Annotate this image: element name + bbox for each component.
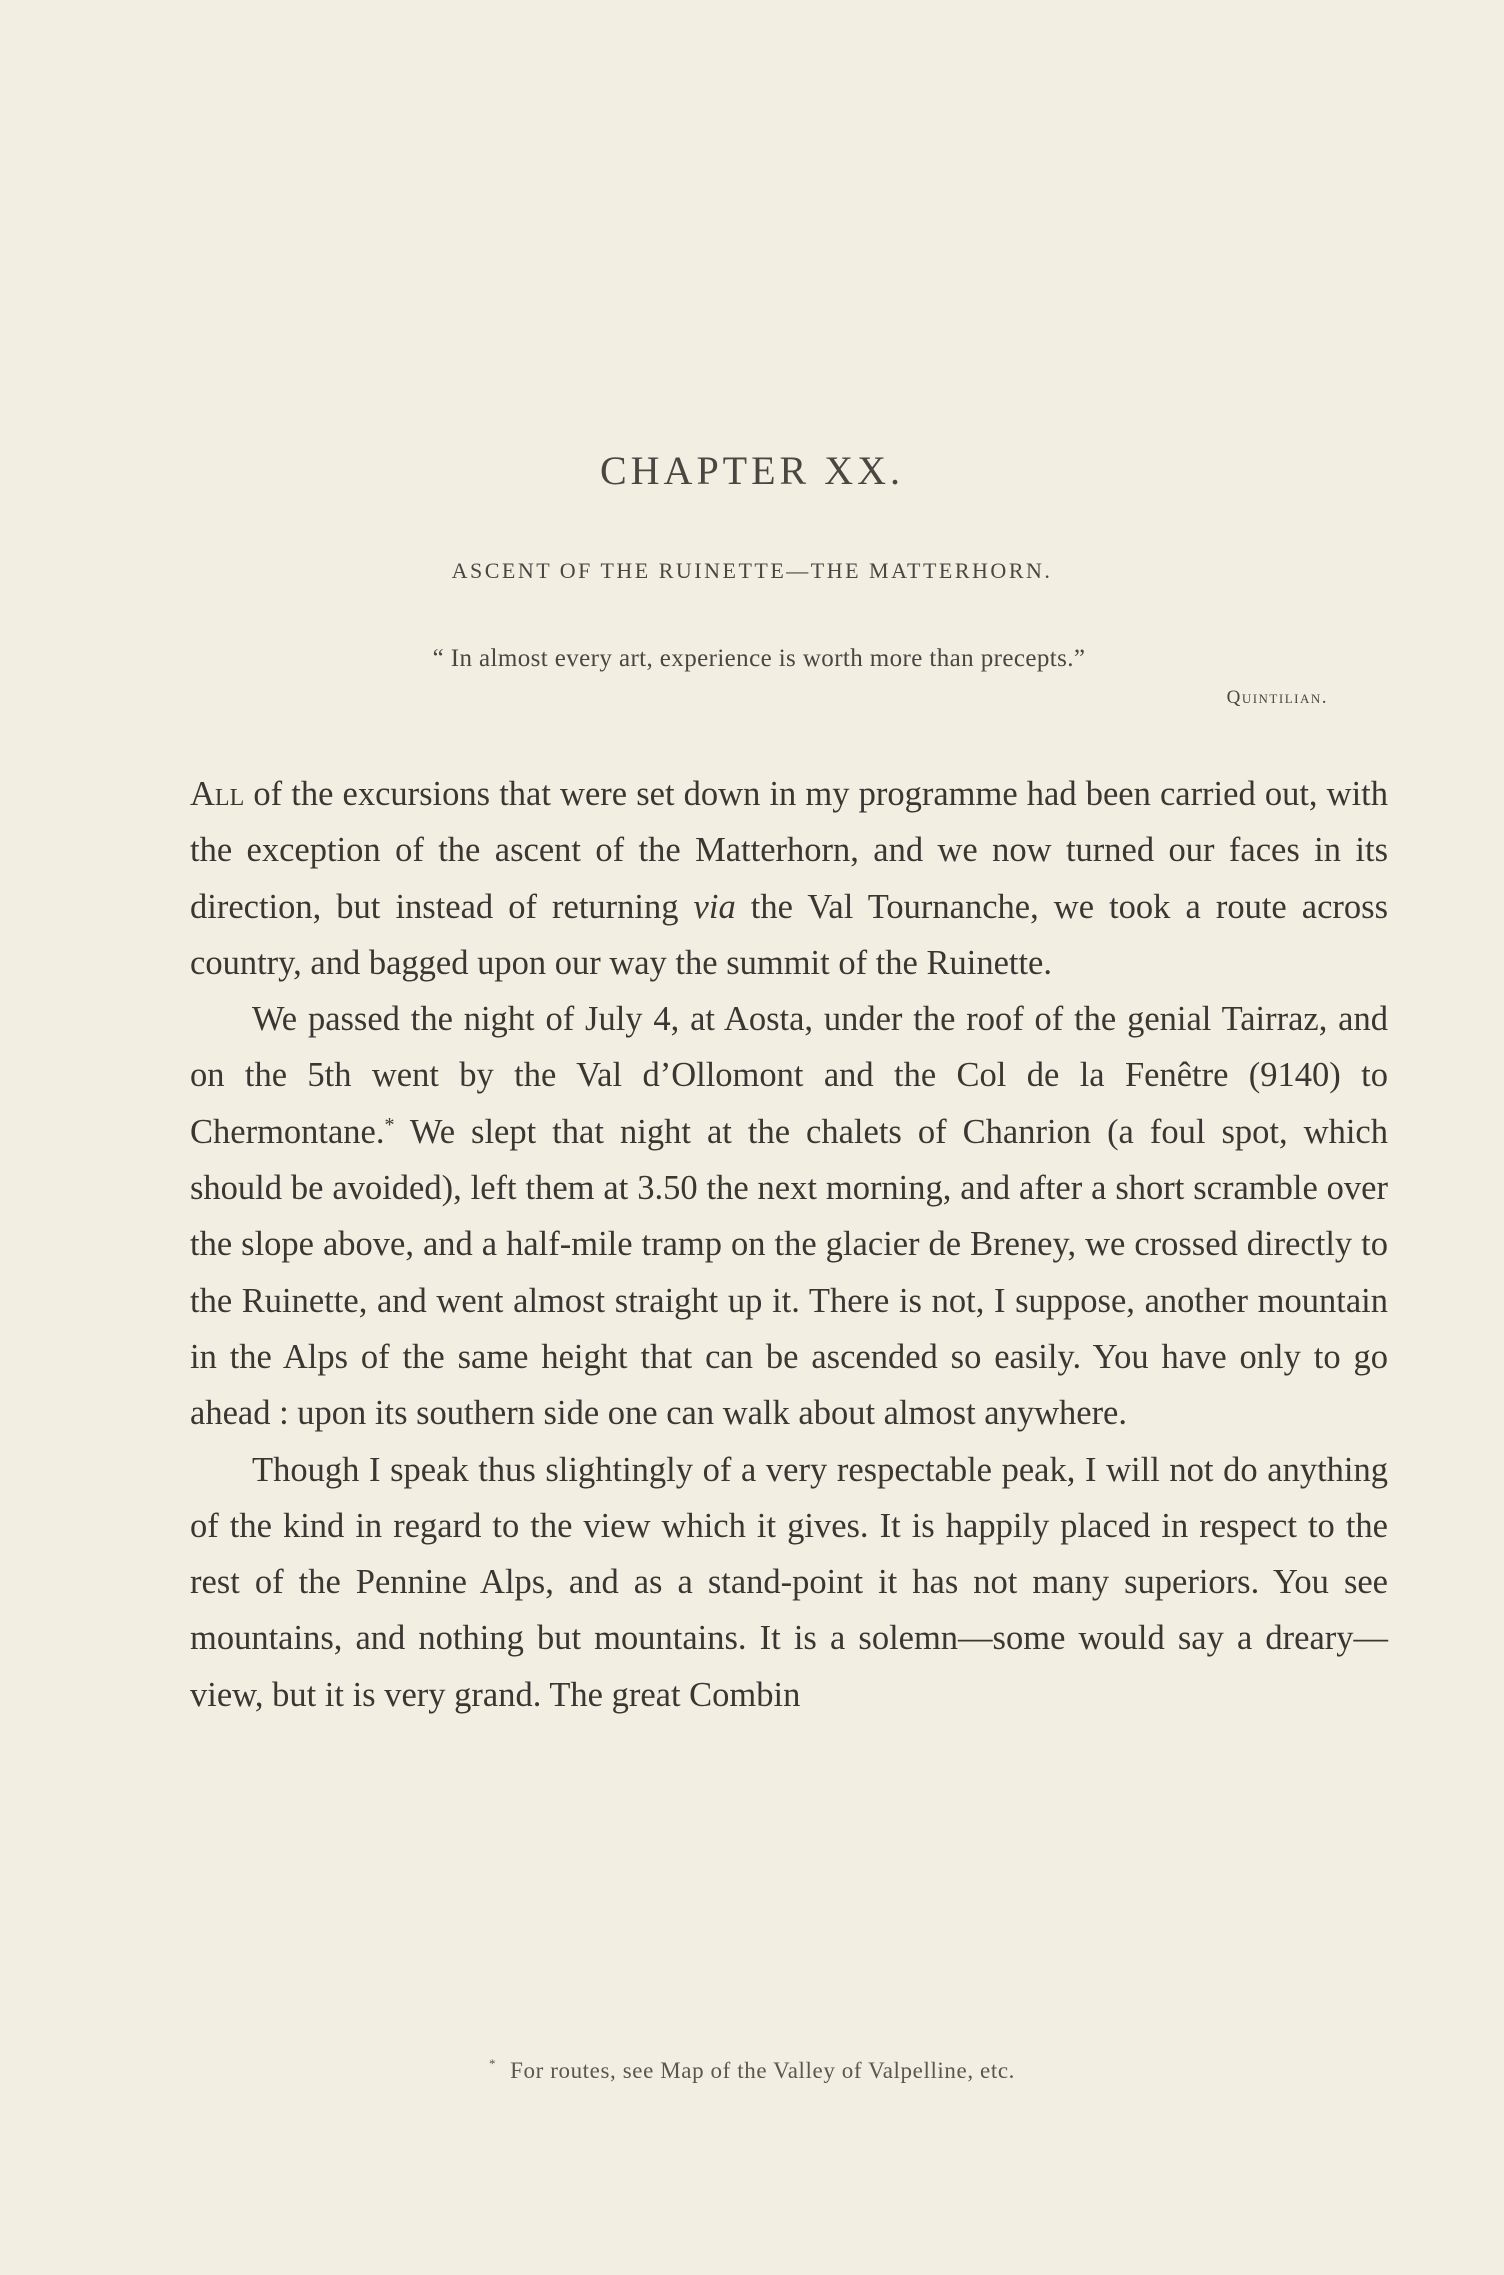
chapter-body — [190, 766, 1388, 1723]
paragraph-text: the Val Tournanche, we took a route across country, and bagged upon our way the summit of the Ruinette. — [190, 887, 1388, 982]
paragraph-text: We passed the night of July 4, at Aosta, under the roof of the genial Tairraz, and on the 5th went by the Val d’Ollomont and the Col de la Fenêtre (9140) to Chermontane. — [190, 1000, 1388, 1151]
paragraph-text: Though I speak thus slightingly of a very respectable peak, I will not do anything of the kind in regard to the view which it gives. It is happily placed in respect to the rest of the Pennine Alps, and as a stand-point it has not many superiors. You see mountains, and nothing but mountains. It is a solemn—some would say a dreary—view, but it is very grand. The great Combin — [190, 1450, 1388, 1714]
chapter-title: CHAPTER XX. — [599, 448, 905, 493]
paragraph-2 — [190, 991, 1388, 1441]
epigraph-attribution: Quintilian. — [1226, 687, 1328, 708]
paragraph-1 — [190, 766, 1388, 991]
footnote-text: For routes, see Map of the Valley of Valpelline, etc. — [510, 2058, 1015, 2083]
italic-term: via — [693, 887, 736, 926]
footnote — [0, 2058, 1504, 2084]
paragraph-text: of the excursions that were set down in my programme had been carried out, with the exception of the ascent of the Matterhorn, and we now turned our faces in its direction, but instead of returning — [190, 775, 1388, 926]
paragraph-3 — [190, 1442, 1388, 1723]
epigraph — [190, 645, 1328, 709]
footnote-marker: * — [489, 2056, 497, 2071]
paragraph-text: We slept that night at the chalets of Chanrion (a foul spot, which should be avoided), left them at 3.50 the next morning, and after a short scramble over the slope above, and a half-mile tramp on the glacier de Breney, we crossed directly to the Ruinette, and went almost straight up it. There is not, I suppose, another mountain in the Alps of the same height that can be ascended so easily. You have only to go ahead : upon its southern side one can walk about almost anywhere. — [190, 1112, 1388, 1433]
epigraph-quote: “ In almost every art, experience is worth more than precepts.” — [432, 645, 1086, 672]
paragraph-lead-word: All — [190, 775, 245, 813]
chapter-subtitle: ASCENT OF THE RUINETTE—THE MATTERHORN. — [451, 558, 1053, 583]
footnote-reference: * — [384, 1113, 395, 1136]
